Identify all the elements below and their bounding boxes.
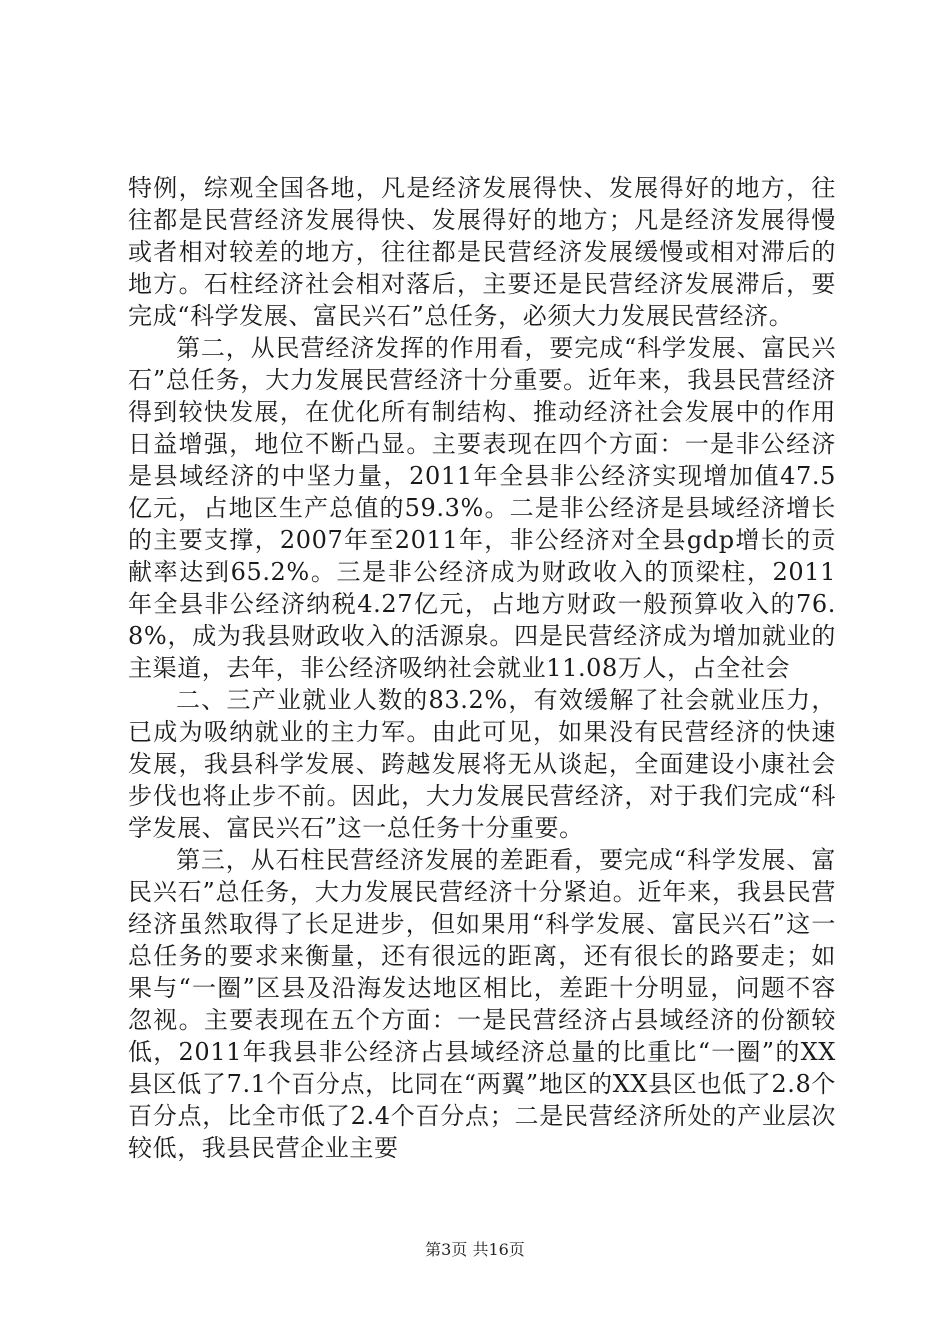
document-body xyxy=(128,172,836,1164)
paragraph-2: 第二，从民营经济发挥的作用看，要完成“科学发展、富民兴石”总任务，大力发展民营经济十分重要。近年来，我县民营经济得到较快发展，在优化所有制结构、推动经济社会发展中的作用日益增强，地位不断凸显。主要表现在四个方面：一是非公经济是县域经济的中坚力量，2011年全县非公经济实现增加值47.5亿元，占地区生产总值的59.3%。二是非公经济是县域经济增长的主要支撑，2007年至2011年，非公经济对全县gdp增长的贡献率达到65.2%。三是非公经济成为财政收入的顶梁柱，2011年全县非公经济纳税4.27亿元，占地方财政一般预算收入的76.8%，成为我县财政收入的活源泉。四是民营经济成为增加就业的主渠道，去年，非公经济吸纳社会就业11.08万人，占全社会 xyxy=(128,334,836,682)
paragraph-1: 特例，综观全国各地，凡是经济发展得快、发展得好的地方，往往都是民营经济发展得快、发展得好的地方；凡是经济发展得慢或者相对较差的地方，往往都是民营经济发展缓慢或相对滞后的地方。石柱经济社会相对落后，主要还是民营经济发展滞后，要完成“科学发展、富民兴石”总任务，必须大力发展民营经济。 xyxy=(128,174,836,330)
page-number-footer: 第3页 共16页 xyxy=(425,1240,525,1259)
paragraph-4: 第三，从石柱民营经济发展的差距看，要完成“科学发展、富民兴石”总任务，大力发展民营经济十分紧迫。近年来，我县民营经济虽然取得了长足进步，但如果用“科学发展、富民兴石”这一总任务的要求来衡量，还有很远的距离，还有很长的路要走；如果与“一圈”区县及沿海发达地区相比，差距十分明显，问题不容忽视。主要表现在五个方面：一是民营经济占县域经济的份额较低，2011年我县非公经济占县域经济总量的比重比“一圈”的XX县区低了7.1个百分点，比同在“两翼”地区的XX县区也低了2.8个百分点，比全市低了2.4个百分点；二是民营经济所处的产业层次较低，我县民营企业主要 xyxy=(128,846,836,1162)
paragraph-3: 二、三产业就业人数的83.2%，有效缓解了社会就业压力，已成为吸纳就业的主力军。由此可见，如果没有民营经济的快速发展，我县科学发展、跨越发展将无从谈起，全面建设小康社会步伐也将止步不前。因此，大力发展民营经济，对于我们完成“科学发展、富民兴石”这一总任务十分重要。 xyxy=(128,686,836,842)
